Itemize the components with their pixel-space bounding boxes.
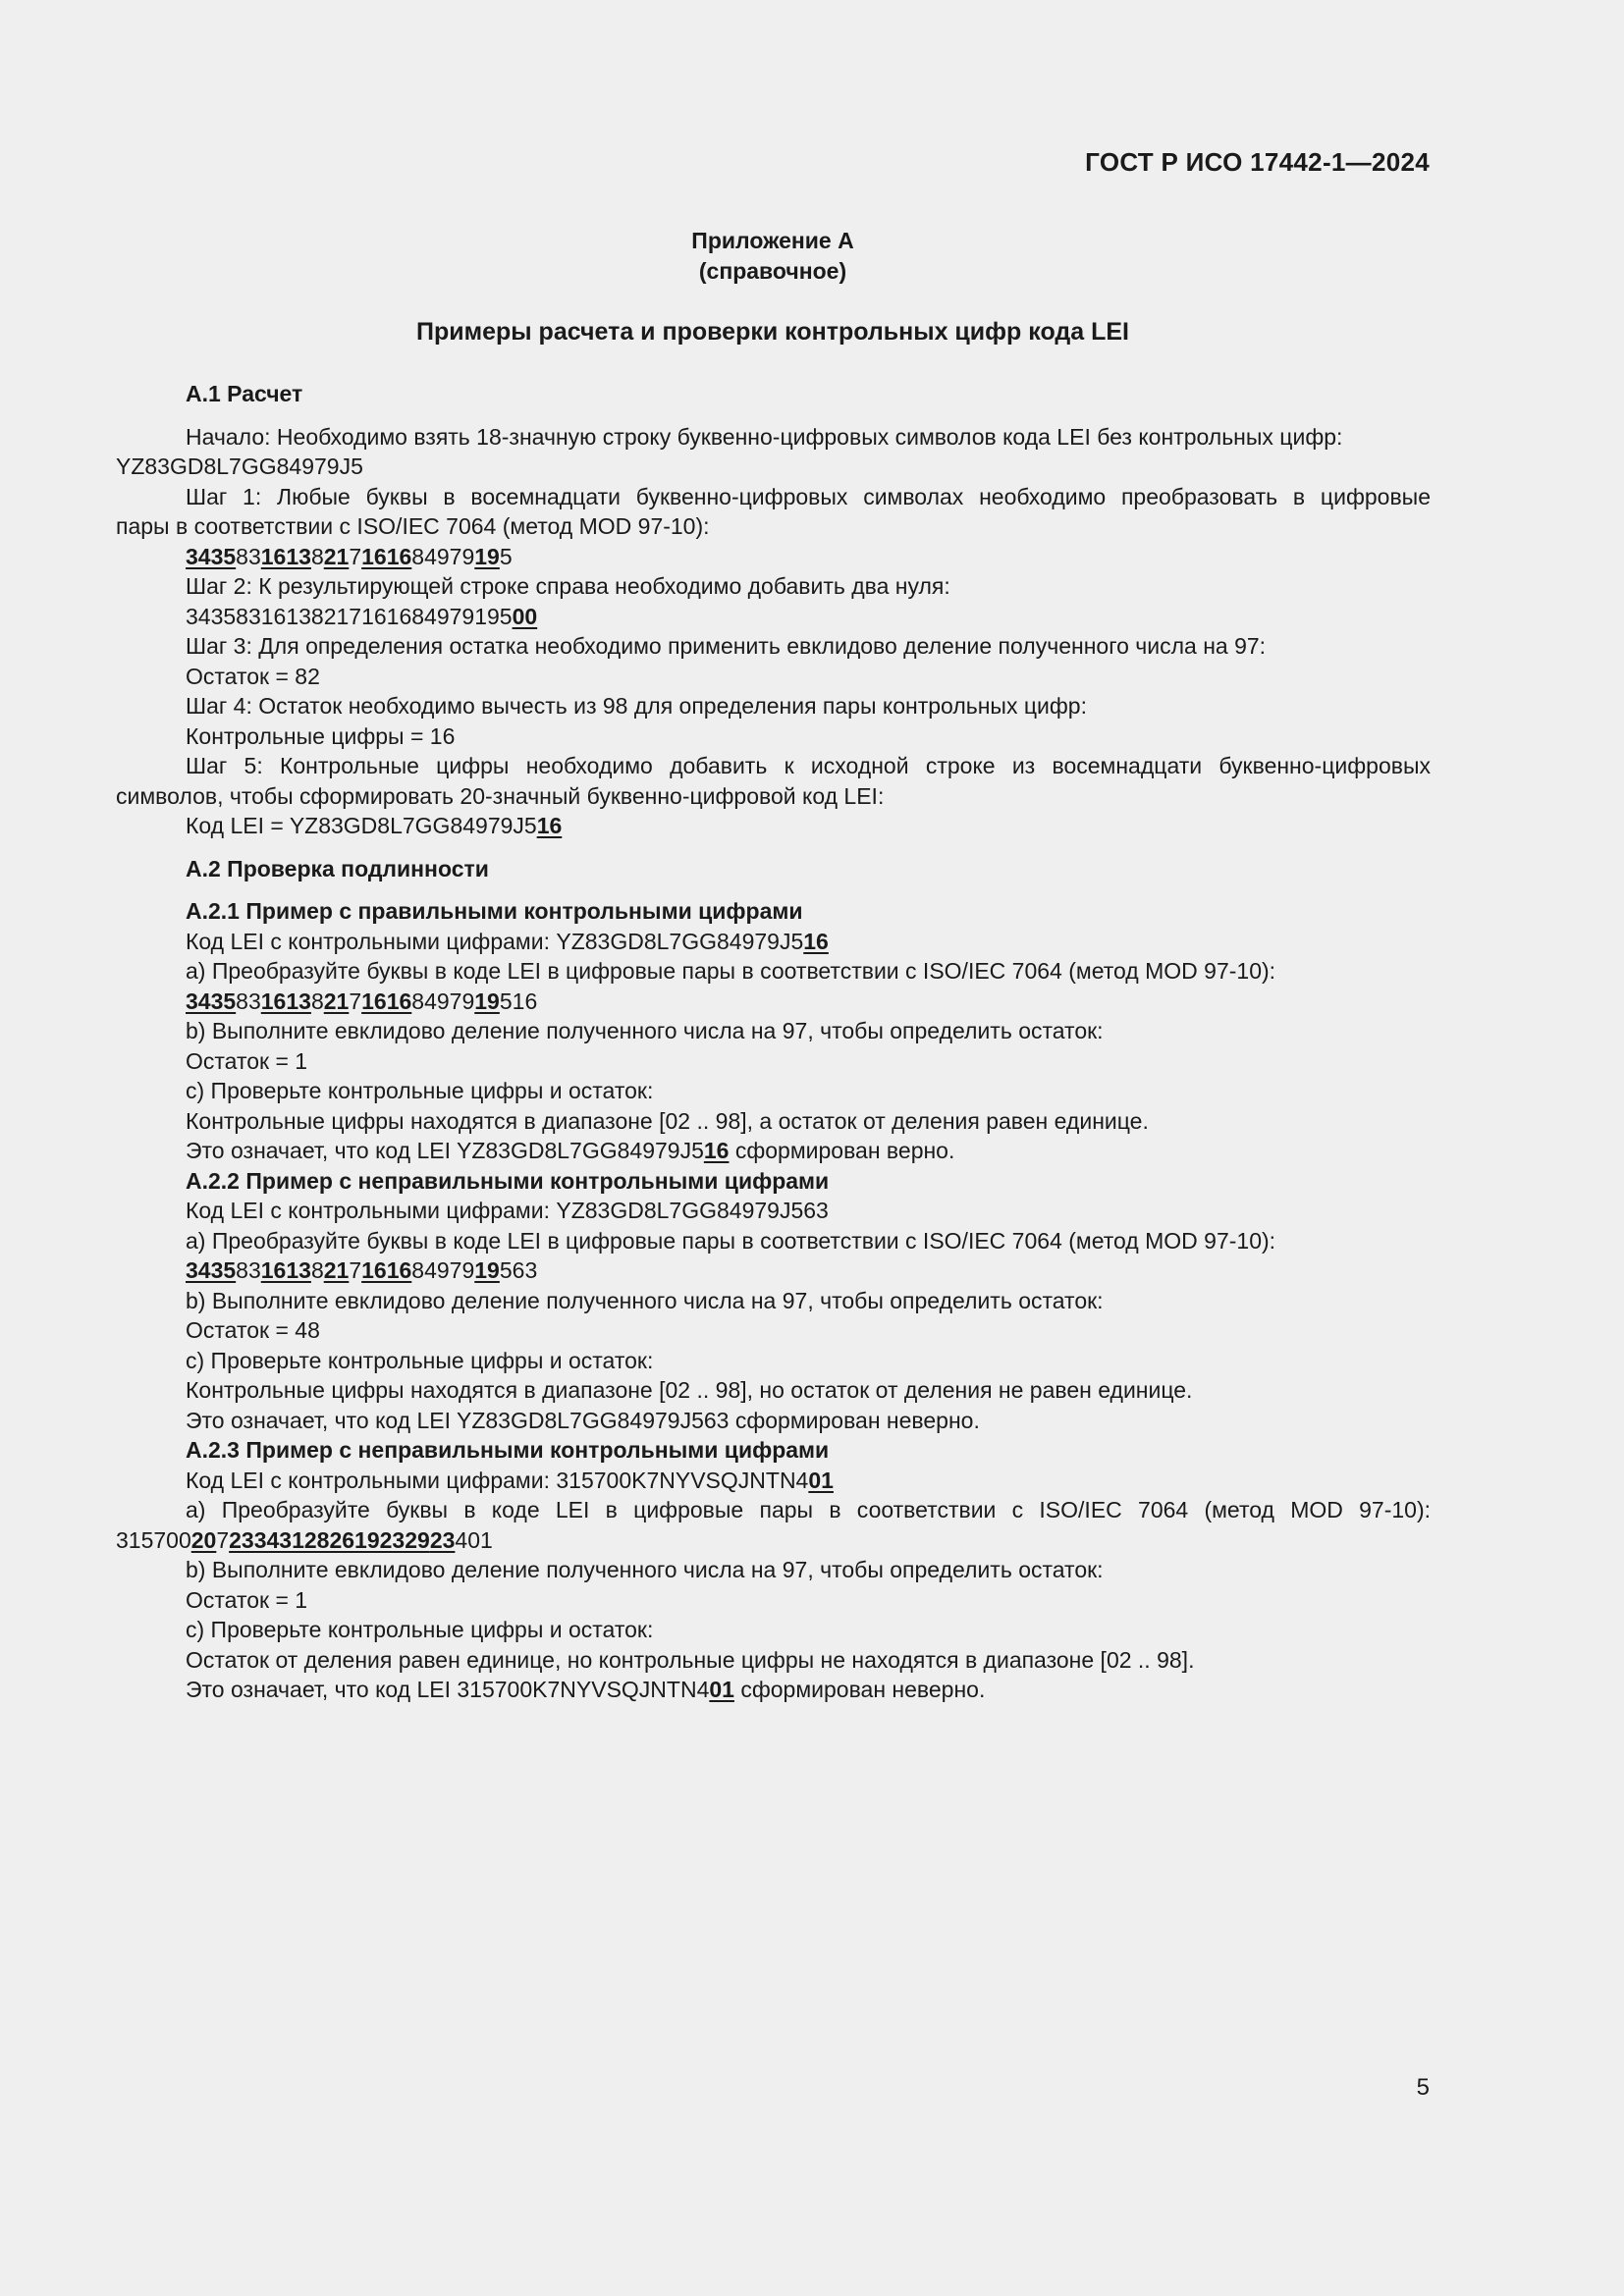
- lei-code: Код LEI с контрольными цифрами: 315700K7NYVSQJNTN4: [186, 1467, 809, 1493]
- a23-remainder: Остаток = 1: [186, 1586, 308, 1613]
- a23-step-a: а) Преобразуйте буквы в коде LEI в цифровые пары в соответствии с ISO/IEC 7064 (метод MOD 97-10):: [186, 1497, 1431, 1522]
- text: сформирован неверно.: [733, 1677, 986, 1702]
- check-digits: 01: [709, 1677, 734, 1702]
- a23-step-b: b) Выполните евклидово деление полученного числа на 97, чтобы определить остаток:: [186, 1557, 1104, 1582]
- digits: 8: [310, 988, 324, 1014]
- digits: 8: [310, 543, 324, 569]
- appendix-label: Приложение А: [691, 228, 854, 253]
- digit-pair: 1616: [361, 543, 412, 569]
- a22-remainder: Остаток = 48: [186, 1317, 320, 1343]
- digits: 8: [310, 1257, 324, 1283]
- digits: 315700: [116, 1526, 191, 1553]
- lei-code: Код LEI = YZ83GD8L7GG84979J5: [186, 813, 537, 838]
- page-number: 5: [1416, 2074, 1430, 2101]
- digits: 7: [349, 988, 362, 1014]
- section-a2-heading: А.2 Проверка подлинности: [186, 855, 489, 881]
- a1-step3: Шаг 3: Для определения остатка необходимо применить евклидово деление полученного числа на 97:: [186, 633, 1267, 659]
- digit-pair: 21: [323, 988, 350, 1014]
- example-a23-heading: А.2.3 Пример с неправильными контрольными цифрами: [186, 1437, 830, 1463]
- a23-check: Остаток от деления равен единице, но контрольные цифры не находятся в диапазоне [02 .. 98].: [186, 1646, 1195, 1673]
- digits: 7: [216, 1526, 230, 1553]
- a1-step1-line2: пары в соответствии с ISO/IEC 7064 (метод MOD 97-10):: [116, 513, 710, 539]
- appendix-heading: [0, 226, 1545, 287]
- digits: 563: [499, 1257, 538, 1283]
- digit-pair: 1613: [260, 988, 311, 1014]
- a1-step5-line1: Шаг 5: Контрольные цифры необходимо добавить к исходной строке из восемнадцати буквенно-цифровых: [186, 753, 1431, 778]
- a22-step-c: с) Проверьте контрольные цифры и остаток:: [186, 1347, 654, 1373]
- digit-pair: 3435: [186, 988, 237, 1014]
- example-a22-heading: А.2.2 Пример с неправильными контрольными цифрами: [186, 1167, 830, 1194]
- a1-start-line1: Начало: Необходимо взять 18-значную строку буквенно-цифровых символов кода LEI без контрольных цифр:: [186, 423, 1343, 450]
- section-a1-heading: А.1 Расчет: [186, 381, 303, 406]
- check-digits: 16: [803, 928, 829, 954]
- a1-step1-digits: [116, 542, 1431, 572]
- a1-step5-line2: символов, чтобы сформировать 20-значный буквенно-цифровой код LEI:: [116, 782, 885, 809]
- a22-check: Контрольные цифры находятся в диапазоне [02 .. 98], но остаток от деления не равен единице.: [186, 1377, 1193, 1403]
- a22-code: Код LEI с контрольными цифрами: YZ83GD8L7GG84979J563: [186, 1198, 829, 1223]
- digits: 7: [349, 543, 362, 569]
- text: Это означает, что код LEI YZ83GD8L7GG84979J5: [186, 1138, 704, 1163]
- document-title: Примеры расчета и проверки контрольных цифр кода LEI: [415, 318, 1129, 346]
- digits: 84979: [411, 543, 475, 569]
- a22-step-b: b) Выполните евклидово деление полученного числа на 97, чтобы определить остаток:: [186, 1287, 1104, 1313]
- digit-pair: 19: [474, 543, 500, 569]
- digit-pair: 21: [323, 543, 350, 569]
- standard-header: ГОСТ Р ИСО 17442-1—2024: [1085, 147, 1430, 177]
- digit-pair: 00: [512, 603, 538, 629]
- digit-pair: 1613: [260, 1257, 311, 1283]
- digits: 401: [455, 1526, 493, 1553]
- digits: 83: [236, 988, 261, 1014]
- a21-remainder: Остаток = 1: [186, 1047, 308, 1074]
- a1-step2-digits: [116, 602, 1431, 632]
- a22-conclusion: Это означает, что код LEI YZ83GD8L7GG84979J563 сформирован неверно.: [186, 1407, 980, 1433]
- a23-digits: [116, 1525, 1431, 1556]
- digit-pair: 23: [429, 1526, 456, 1553]
- document-body: [116, 379, 1431, 1705]
- digit-pair: 3435: [186, 543, 237, 569]
- check-digits: 01: [808, 1467, 834, 1493]
- digits: 34358316138217161684979195: [186, 603, 513, 629]
- digit-pair: 20: [190, 1526, 217, 1553]
- digits: 516: [499, 988, 538, 1014]
- a23-conclusion: [116, 1675, 1431, 1705]
- a21-step-b: b) Выполните евклидово деление полученного числа на 97, чтобы определить остаток:: [186, 1018, 1104, 1043]
- digit-pair: 21: [323, 1257, 350, 1283]
- text: сформирован верно.: [729, 1138, 955, 1163]
- digit-pair: 3435: [186, 1257, 237, 1283]
- check-digits: 16: [703, 1138, 730, 1163]
- digits: 84979: [411, 1257, 475, 1283]
- digit-pair: 1613: [260, 543, 311, 569]
- digits: 83: [236, 1257, 261, 1283]
- a1-step3-result: Остаток = 82: [186, 663, 320, 689]
- digit-pair: 2334312826192329: [229, 1526, 430, 1553]
- a21-step-c: с) Проверьте контрольные цифры и остаток:: [186, 1078, 654, 1103]
- a1-step4: Шаг 4: Остаток необходимо вычесть из 98 для определения пары контрольных цифр:: [186, 693, 1087, 719]
- a23-step-c: с) Проверьте контрольные цифры и остаток:: [186, 1617, 654, 1642]
- lei-code: Код LEI с контрольными цифрами: YZ83GD8L7GG84979J5: [186, 928, 804, 954]
- a21-code: [116, 927, 1431, 957]
- a21-conclusion: [116, 1136, 1431, 1166]
- a1-step5-result: [116, 811, 1431, 841]
- appendix-type: (справочное): [698, 258, 847, 284]
- a1-step2: Шаг 2: К результирующей строке справа необходимо добавить два нуля:: [186, 573, 950, 599]
- a23-code: [116, 1466, 1431, 1496]
- a21-step-a: а) Преобразуйте буквы в коде LEI в цифровые пары в соответствии с ISO/IEC 7064 (метод MOD 97-10):: [186, 958, 1276, 984]
- text: Это означает, что код LEI 315700K7NYVSQJNTN4: [186, 1677, 710, 1702]
- example-a21-heading: А.2.1 Пример с правильными контрольными цифрами: [186, 898, 803, 924]
- a1-step4-result: Контрольные цифры = 16: [186, 722, 456, 749]
- digits: 7: [349, 1257, 362, 1283]
- digits: 5: [499, 543, 513, 569]
- digit-pair: 19: [474, 988, 500, 1014]
- a21-check: Контрольные цифры находятся в диапазоне [02 .. 98], а остаток от деления равен единице.: [186, 1107, 1149, 1134]
- digits: 83: [236, 543, 261, 569]
- a21-digits: [116, 987, 1431, 1017]
- a1-start-line2: YZ83GD8L7GG84979J5: [116, 454, 363, 479]
- digit-pair: 1616: [361, 1257, 412, 1283]
- a22-step-a: а) Преобразуйте буквы в коде LEI в цифровые пары в соответствии с ISO/IEC 7064 (метод MOD 97-10):: [186, 1227, 1276, 1254]
- a1-step1-line1: Шаг 1: Любые буквы в восемнадцати буквенно-цифровых символах необходимо преобразовать в цифровые: [186, 483, 1431, 509]
- digit-pair: 19: [474, 1257, 500, 1283]
- digits: 84979: [411, 988, 475, 1014]
- check-digits: 16: [536, 813, 563, 838]
- a22-digits: [116, 1255, 1431, 1286]
- digit-pair: 1616: [361, 988, 412, 1014]
